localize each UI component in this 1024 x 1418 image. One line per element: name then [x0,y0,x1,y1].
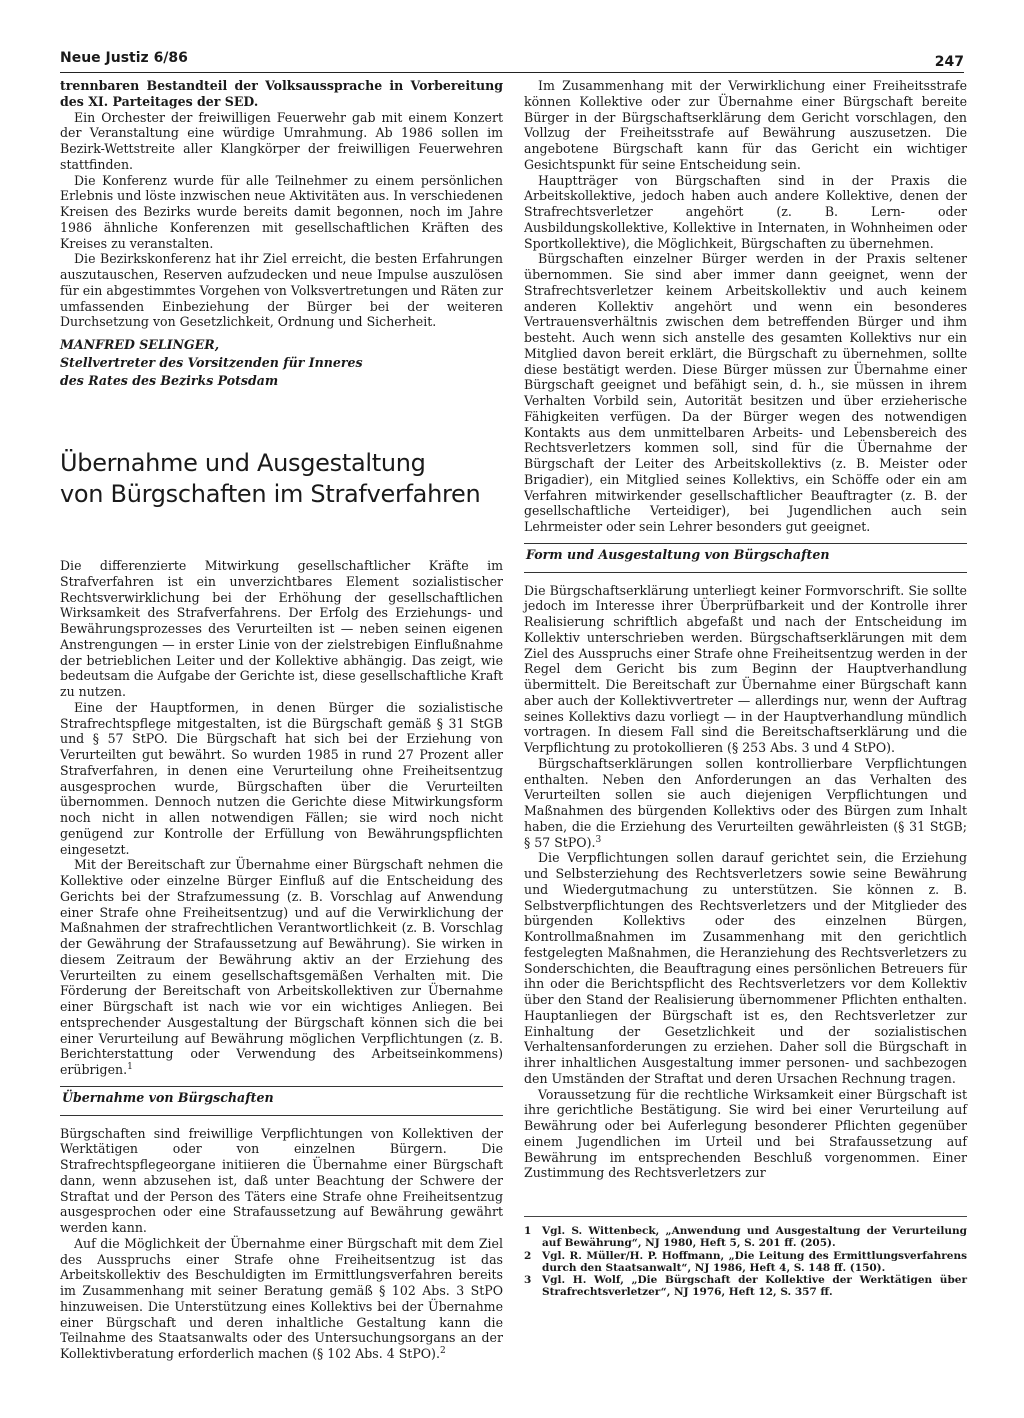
paragraph-verpflichtungen [524,756,967,851]
author-signature [60,336,503,390]
page-number: 247 [934,54,964,70]
paragraph-moeglichkeit [60,1236,503,1362]
footnote-3 [524,1274,967,1299]
right-column [524,78,967,1181]
article-title [60,448,503,510]
lead-paragraph: Die differenzierte Mitwirkung gesellschaftlicher Kräfte im Strafverfahren ist ein unverzichtbares Element sozialistischer Rechtsverwirklichung bei der Erhöhung der gesellschaftlichen Wirksamkeit des Strafverfahrens. Der Erfolg des Erziehungs- und Bewährungsprozesses des Verurteilten ist — neben seinen eigenen Anstrengungen — in erster Linie von der zielstrebigen Einflußnahme der betrieblichen Leiter und der Kollektive abhängig. Das zeigt, wie bedeutsam die Aufgabe der Gerichte ist, diese gesellschaftliche Kraft zu nutzen. [60,558,503,699]
paragraph-bereitschaft [60,857,503,1078]
paragraph-freiwillig: Bürgschaften sind freiwillige Verpflichtungen von Kollektiven der Werktätigen oder von einzelnen Bürgern. Die Strafrechtspflegeorgane initiieren die Übernahme einer Bürgschaft dann, wenn abzusehen ist, daß unter Beachtung der Schwere der Straftat und der Person des Täters eine Strafe ohne Freiheitsentzug ausgesprochen oder eine Strafaussetzung auf Bewährung gewährt werden kann. [60,1125,503,1235]
paragraph-freiheitsstrafe: Im Zusammenhang mit der Verwirklichung einer Freiheitsstrafe können Kollektive oder zur Übernahme einer Bürgschaft bereite Bürger in der Bürgschaftserklärung dem Gericht vorschlagen, den Vollzug der Freiheitsstrafe auf Bewährung auszusetzen. Die angebotene Bürgschaft kann für das Gericht ein wichtiger Gesichtspunkt für seine Entscheidung sein. [524,78,967,172]
intro-paragraph-2: Ein Orchester der freiwilligen Feuerwehr gab mit einem Konzert der Veranstaltung eine würdige Umrahmung. Ab 1986 sollen im Bezirk-Wettstreite aller Klangkörper der freiwilligen Feuerwehren stattfinden. [60,109,503,172]
footnotes [524,1216,967,1299]
article-title-line-1: Übernahme und Ausgestaltung [60,449,426,477]
intro-paragraph-3: Die Konferenz wurde für alle Teilnehmer zu einem persönlichen Erlebnis und löste inzwischen neue Aktivitäten aus. In verschiedenen Kreisen des Bezirks wurde bereits damit begonnen, noch im Jahre 1986 ähnliche Konferenzen mit gesellschaftlichen Kräften des Kreises zu veranstalten. [60,172,503,251]
author-title-line-2: des Rates des Bezirks Potsdam [60,373,279,388]
footnote-ref-2: 2 [439,1345,446,1356]
paragraph-hauptformen: Eine der Hauptformen, in denen Bürger die sozialistische Strafrechtspflege mitgestalten, ist die Bürgschaft gemäß § 31 StGB und § 57 StPO. Die Bürgschaft hat sich bei der Erziehung von Verurteilten gut bewährt. So wurden 1985 in rund 27 Prozent aller Strafverfahren, in denen eine Verurteilung ohne Freiheitsentzug ausgesprochen wurde, Bürgschaften über die Verurteilten übernommen. Dennoch nutzen die Gerichte diese Mitwirkungsform noch nicht in allen notwendigen Fällen; sie wird noch nicht genügend zur Kontrolle der Erfüllung von Bewährungspflichten eingesetzt. [60,699,503,857]
footnote-ref-1: 1 [127,1061,133,1072]
paragraph-erziehung: Die Verpflichtungen sollen darauf gerichtet sein, die Erziehung und Selbsterziehung des Rechtsverletzers sowie seine Bewährung und Wiedergutmachung zu unterstützen. Sie können z. B. Selbstverpflichtungen des Rechtsverletzers und der Mitglieder des bürgenden Kollektivs oder des einzelnen Bürgen, Kontrollmaßnahmen im Zusammenhang mit den gerichtlich festgelegten Maßnahmen, die Heranziehung des Rechtsverletzers zu Sonderschichten, die Beauftragung eines persönlichen Betreuers für ihn oder die Berichtspflicht des Rechtsverletzers vor dem Kollektiv über den Stand der Realisierung übernommener Pflichten enthalten. Hauptanliegen der Bürgschaft ist es, den Rechtsverletzer zur Einhaltung der Gesetzlichkeit und der sozialistischen Verhaltensanforderungen zu erziehen. Daher soll die Bürgschaft in ihrer inhaltlichen Ausgestaltung immer personen- und sachbezogen den Umständen der Straftat und deren Ursachen Rechnung tragen. [524,850,967,1086]
paragraph-bereitschaft-text: Mit der Bereitschaft zur Übernahme einer Bürgschaft nehmen die Kollektive oder einzelne Bürger Einfluß auf die Entscheidung des Gerichts bei der Strafzumessung (z. B. Vorschlag auf Anwendung einer Strafe ohne Freiheitsentzug) und auf die Verwirklichung der Maßnahmen der strafrechtlichen Verantwortlichkeit (z. B. Vorschlag der Gewährung der Strafaussetzung auf Bewährung). Sie wirken in diesem Zeitraum der Bewährung aktiv an der Erziehung des Verurteilten zu einem gesellschaftsgemäßen Verhalten mit. Die Förderung der Bereitschaft von Arbeitskollektiven zur Übernahme einer Bürgschaft ist nach wie vor ein wichtiges Anliegen. Bei entsprechender Ausgestaltung der Bürgschaft können sich die bei einer Verurteilung auf Bewährung möglichen Verpflichtungen (z. B. Berichterstattung oder Verwendung des Arbeitseinkommens) erübrigen. [60,857,503,1077]
journal-title: Neue Justiz 6/86 [60,50,188,66]
footnote-3-text: Vgl. H. Wolf, „Die Bürgschaft der Kollektive der Werktätigen über Strafrechtsverletzer“, NJ 1976, Heft 12, S. 357 ff. [542,1274,967,1299]
paragraph-haupttraeger: Hauptträger von Bürgschaften sind in der Praxis die Arbeitskollektive, jedoch haben auch andere Kollektive, denen der Strafrechtsverletzer angehört (z. B. Lern- oder Ausbildungskollektive, Kollektive in Internaten, in Wohnheimen oder Sportkollektive), die Möglichkeit, Bürgschaften zu übernehmen. [524,172,967,251]
paragraph-formvorschrift: Die Bürgschaftserklärung unterliegt keiner Formvorschrift. Sie sollte jedoch im Interesse ihrer Überprüfbarkeit und der Kontrolle ihrer Realisierung schriftlich abgefaßt und nach der Entscheidung im Kollektiv unterschrieben werden. Bürgschaftserklärungen mit dem Ziel des Ausspruchs einer Strafe ohne Freiheitsentzug werden in der Regel dem Gericht bis zum Beginn der Hauptverhandlung übermittelt. Die Bereitschaft zur Übernahme einer Bürgschaft kann aber auch der Kollektivvertreter — allerdings nur, wenn der Auftrag seines Kollektivs dazu vorliegt — in der Hauptverhandlung mündlich vortragen. In diesem Fall sind die Bereitschaftserklärung und die Verpflichtung zu protokollieren (§ 253 Abs. 3 und 4 StPO). [524,582,967,755]
footnote-1-text: Vgl. S. Wittenbeck, „Anwendung und Ausgestaltung der Verurteilung auf Bewährung“, NJ 1980, Heft 5, S. 201 ff. (205). [542,1225,967,1250]
left-column [60,78,503,1362]
paragraph-verpflichtungen-text: Bürgschaftserklärungen sollen kontrollierbare Verpflichtungen enthalten. Neben den Anforderungen an das Verhalten des Verurteilten sollen sie auch diejenigen Verpflichtungen und Maßnahmen des bürgenden Kollektivs oder des Bürgen zum Inhalt haben, die die Erziehung des Verurteilten gewährleisten (§ 31 StGB; § 57 StPO). [524,755,967,850]
page-header [60,48,964,73]
author-name: MANFRED SELINGER, [60,337,220,352]
footnote-2-number: 2 [524,1249,532,1262]
footnote-1 [524,1225,967,1250]
footnote-3-number: 3 [524,1274,532,1287]
footnote-1-number: 1 [524,1225,532,1237]
subhead-form: Form und Ausgestaltung von Bürgschaften [524,543,967,573]
footnote-ref-3: 3 [595,834,602,845]
author-title-line-1: Stellvertreter des Vorsitzenden für Inneres [60,355,363,370]
subhead-uebernahme: Übernahme von Bürgschaften [60,1086,503,1116]
intro-paragraph-1: trennbaren Bestandteil der Volksaussprache in Vorbereitung des XI. Parteitages der SED. [60,78,503,109]
paragraph-voraussetzung: Voraussetzung für die rechtliche Wirksamkeit einer Bürgschaft ist ihre gerichtliche Bestätigung. Sie wird bei einer Verurteilung auf Bewährung oder bei Auferlegung besonderer Pflichten gegenüber einem Jugendlichen im Urteil und bei Strafaussetzung auf Bewährung im entsprechenden Beschluß vorgenommen. Einer Zustimmung des Rechtsverletzers zur [524,1086,967,1181]
footnote-2-text: Vgl. R. Müller/H. P. Hoffmann, „Die Leitung des Ermittlungsverfahrens durch den Staatsanwalt“, NJ 1986, Heft 4, S. 148 ff. (150). [542,1249,967,1274]
paragraph-moeglichkeit-text: Auf die Möglichkeit der Übernahme einer Bürgschaft mit dem Ziel des Ausspruchs einer Strafe ohne Freiheitsentzug ist das Arbeitskollektiv des Beschuldigten im Ermittlungsverfahren bereits im Zusammenhang mit seiner Beratung gemäß § 102 Abs. 3 StPO hinzuweisen. Die Unterstützung eines Kollektivs bei der Übernahme einer Bürgschaft und deren inhaltliche Gestaltung kann die Teilnahme des Staatsanwalts oder des Untersuchungsorgans an der Kollektivberatung erforderlich machen (§ 102 Abs. 4 StPO). [60,1235,503,1361]
paragraph-einzelner: Bürgschaften einzelner Bürger werden in der Praxis seltener übernommen. Sie sind aber immer dann geeignet, wenn der Strafrechtsverletzer keinem Arbeitskollektiv und auch keinem anderen Kollektiv angehört und wenn ein besonderes Vertrauensverhältnis zwischen dem betreffenden Bürger und ihm besteht. Auch wenn sich anstelle des gesamten Kollektivs nur ein Mitglied davon bereit erklärt, die Bürgschaft zu übernehmen, sollte diese bestätigt werden. Diese Bürger müssen zur Übernahme einer Bürgschaft geeignet und befähigt sein, d. h., sie müssen in ihrem Verhalten Vorbild sein, Autorität besitzen und über erzieherische Fähigkeiten verfügen. Da der Bürger wegen des notwendigen Kontakts aus dem unmittelbaren Arbeits- und Lebensbereich des Rechtsverletzers kommen soll, sind für die Übernahme der Bürgschaft der Leiter des Arbeitskollektivs (z. B. Meister oder Brigadier), ein Mitglied seines Kollektivs, ein Schöffe oder ein am Verfahren mitwirkender gesellschaftlicher Beauftragter (z. B. der gesellschaftliche Verteidiger), bei Jugendlichen auch sein Lehrmeister oder sein Lehrer besonders gut geeignet. [524,251,967,534]
footnote-2 [524,1250,967,1275]
article-title-line-2: von Bürgschaften im Strafverfahren [60,480,481,508]
intro-paragraph-4: Die Bezirkskonferenz hat ihr Ziel erreicht, die besten Erfahrungen auszutauschen, Reserven aufzudecken und neue Impulse auszulösen für ein abgestimmtes Vorgehen von Volksvertretungen und Räten zur umfassenden Einbeziehung der Bürger bei der weiteren Durchsetzung von Gesetzlichkeit, Ordnung und Sicherheit. [60,251,503,330]
